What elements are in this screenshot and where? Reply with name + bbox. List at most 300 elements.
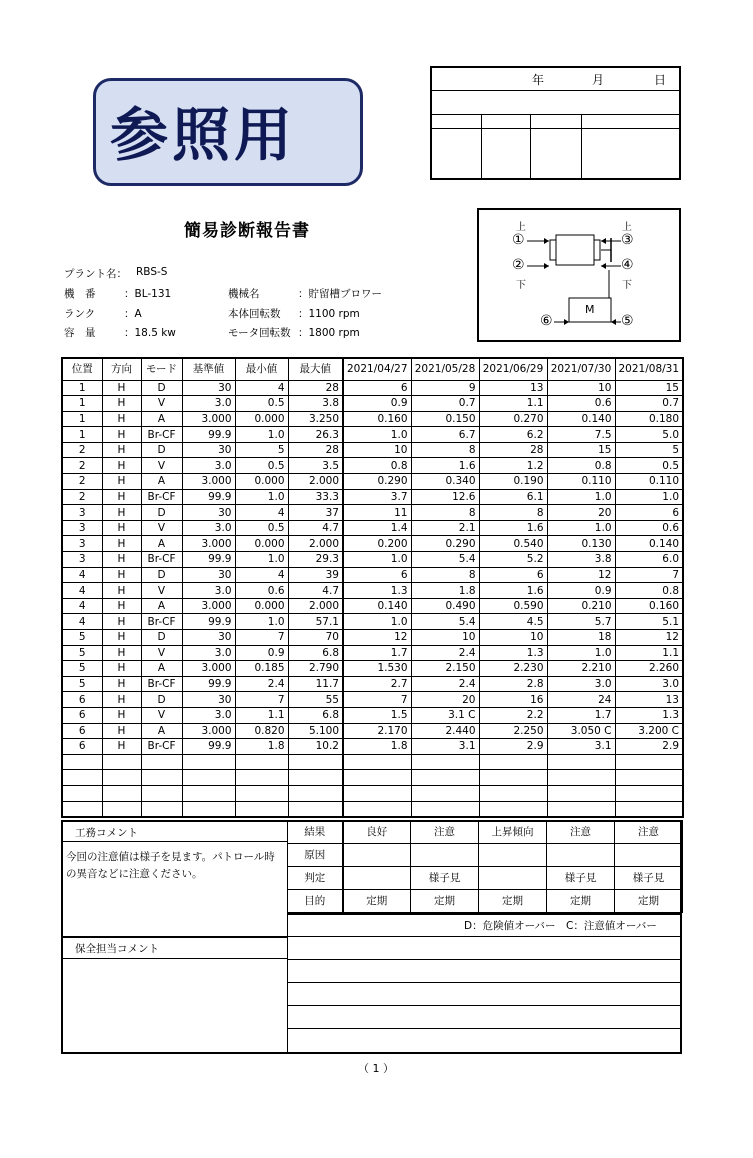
table-cell: 29.3: [288, 552, 343, 568]
header-date-5: 2021/08/31: [615, 358, 683, 380]
table-cell: 2.1: [411, 520, 479, 536]
motor-rpm-value: ：1800 rpm: [298, 327, 360, 339]
table-cell: 10.2: [288, 739, 343, 755]
table-cell: 12: [547, 567, 615, 583]
table-cell: 6.1: [479, 489, 547, 505]
table-cell: 1.7: [547, 707, 615, 723]
table-cell: 24: [547, 692, 615, 708]
table-cell: 0.5: [235, 458, 288, 474]
table-cell: 0.140: [343, 598, 411, 614]
table-cell: 7: [343, 692, 411, 708]
motor-rpm-label: モータ回転数: [228, 327, 291, 339]
table-cell: 2.170: [343, 723, 411, 739]
year-label: 年: [532, 73, 545, 87]
header-date-2: 2021/05/28: [411, 358, 479, 380]
table-cell: 6: [62, 739, 102, 755]
body-rpm-value: ：1100 rpm: [298, 308, 360, 320]
table-cell: 30: [182, 442, 235, 458]
table-cell: 4: [235, 567, 288, 583]
table-row: [62, 645, 683, 661]
empty-row: [62, 785, 683, 801]
table-cell: 3.0: [182, 396, 235, 412]
table-cell: 0.150: [411, 411, 479, 427]
table-cell: D: [141, 442, 182, 458]
table-cell: Br-CF: [141, 739, 182, 755]
header-date-3: 2021/06/29: [479, 358, 547, 380]
result-1: 良好: [343, 821, 411, 844]
table-cell: 9: [411, 380, 479, 396]
table-cell: 1.5: [343, 707, 411, 723]
table-cell: 5.4: [411, 614, 479, 630]
table-cell: 2.260: [615, 661, 683, 677]
table-cell: 1.530: [343, 661, 411, 677]
table-cell: 3: [62, 552, 102, 568]
table-cell: 4.7: [288, 520, 343, 536]
table-cell: 1.3: [479, 645, 547, 661]
table-row: [62, 520, 683, 536]
table-cell: D: [141, 505, 182, 521]
table-cell: 0.130: [547, 536, 615, 552]
table-cell: H: [102, 396, 141, 412]
table-cell: 15: [547, 442, 615, 458]
table-cell: 1.0: [343, 552, 411, 568]
table-cell: H: [102, 442, 141, 458]
table-cell: 3.0: [182, 707, 235, 723]
table-cell: 1: [62, 411, 102, 427]
table-cell: D: [141, 630, 182, 646]
table-cell: 10: [547, 380, 615, 396]
table-cell: 2.2: [479, 707, 547, 723]
table-cell: 10: [343, 442, 411, 458]
table-cell: 0.190: [479, 474, 547, 490]
table-cell: 1.0: [547, 645, 615, 661]
table-cell: 0.6: [235, 583, 288, 599]
cause-row: [288, 844, 683, 867]
table-cell: 0.5: [235, 396, 288, 412]
table-cell: 1.7: [343, 645, 411, 661]
table-row: [62, 739, 683, 755]
purpose-3: 定期: [479, 890, 547, 913]
table-cell: 30: [182, 505, 235, 521]
table-cell: A: [141, 661, 182, 677]
report-title: 簡易診断報告書: [184, 221, 310, 241]
table-cell: 3.000: [182, 598, 235, 614]
table-cell: 6: [343, 567, 411, 583]
maintenance-comment-label: 保全担当コメント: [75, 943, 159, 955]
table-cell: 0.110: [547, 474, 615, 490]
table-cell: A: [141, 723, 182, 739]
table-cell: 2.000: [288, 536, 343, 552]
measurement-diagram: [477, 208, 681, 342]
table-cell: 26.3: [288, 427, 343, 443]
point-6: ⑥: [540, 313, 553, 329]
judge-1: [343, 867, 411, 890]
header-position: 位置: [62, 358, 102, 380]
table-cell: V: [141, 583, 182, 599]
table-cell: 1.6: [411, 458, 479, 474]
table-cell: 1.2: [479, 458, 547, 474]
table-cell: 55: [288, 692, 343, 708]
table-cell: 0.6: [547, 396, 615, 412]
table-cell: 1.0: [343, 614, 411, 630]
judge-3: [479, 867, 547, 890]
table-cell: 3.1: [411, 739, 479, 755]
table-cell: 1.3: [343, 583, 411, 599]
judge-label: 判定: [288, 867, 343, 890]
table-row: [62, 552, 683, 568]
table-cell: 8: [411, 505, 479, 521]
header-min: 最小値: [235, 358, 288, 380]
empty-row: [62, 770, 683, 786]
table-cell: H: [102, 707, 141, 723]
point-2: ②: [512, 257, 525, 273]
table-cell: 7: [235, 692, 288, 708]
table-cell: H: [102, 567, 141, 583]
table-cell: 1.1: [235, 707, 288, 723]
table-cell: H: [102, 489, 141, 505]
date-row: [432, 68, 679, 91]
table-cell: 4.5: [479, 614, 547, 630]
table-cell: 0.140: [547, 411, 615, 427]
table-cell: 0.5: [615, 458, 683, 474]
table-cell: 37: [288, 505, 343, 521]
table-cell: 1.8: [343, 739, 411, 755]
table-cell: 30: [182, 567, 235, 583]
table-cell: 0.540: [479, 536, 547, 552]
table-cell: 30: [182, 630, 235, 646]
table-cell: 2.150: [411, 661, 479, 677]
table-cell: 0.5: [235, 520, 288, 536]
table-cell: 2.7: [343, 676, 411, 692]
table-cell: 6: [62, 707, 102, 723]
table-row: [62, 536, 683, 552]
table-cell: 3.250: [288, 411, 343, 427]
table-cell: 0.8: [343, 458, 411, 474]
purpose-row: [288, 890, 683, 913]
table-cell: 2.000: [288, 598, 343, 614]
table-cell: 28: [288, 442, 343, 458]
factory-comment-line-2: の異音などに注意ください。: [66, 868, 203, 880]
table-cell: 3.7: [343, 489, 411, 505]
table-cell: V: [141, 645, 182, 661]
table-cell: 5.4: [411, 552, 479, 568]
machine-no-label: 機 番: [64, 288, 96, 300]
table-cell: 0.7: [411, 396, 479, 412]
table-cell: 2.000: [288, 474, 343, 490]
capacity-value: ：18.5 kw: [124, 327, 176, 339]
table-cell: 16: [479, 692, 547, 708]
page-number: （ 1 ）: [358, 1062, 394, 1075]
table-cell: Br-CF: [141, 676, 182, 692]
empty-row: [62, 801, 683, 817]
result-row: [288, 821, 683, 844]
table-cell: D: [141, 380, 182, 396]
table-cell: H: [102, 739, 141, 755]
table-cell: 6.8: [288, 645, 343, 661]
table-cell: 2.230: [479, 661, 547, 677]
machine-no-value: ：BL-131: [124, 288, 172, 300]
table-cell: 3.000: [182, 723, 235, 739]
table-cell: 1: [62, 396, 102, 412]
table-cell: 70: [288, 630, 343, 646]
table-row: [62, 489, 683, 505]
machine-diagram-svg: [479, 210, 679, 340]
table-cell: 28: [479, 442, 547, 458]
table-cell: V: [141, 520, 182, 536]
header-mode: モード: [141, 358, 182, 380]
table-cell: 2: [62, 442, 102, 458]
purpose-2: 定期: [411, 890, 479, 913]
table-cell: 1.0: [547, 489, 615, 505]
table-cell: 1.8: [235, 739, 288, 755]
table-cell: 5: [62, 661, 102, 677]
table-cell: 5.1: [615, 614, 683, 630]
table-cell: 10: [479, 630, 547, 646]
table-row: [62, 723, 683, 739]
table-cell: 0.7: [615, 396, 683, 412]
rank-value: ：A: [124, 308, 142, 320]
table-cell: 6: [62, 692, 102, 708]
table-cell: 5.100: [288, 723, 343, 739]
table-cell: 4: [235, 505, 288, 521]
table-cell: 4: [235, 380, 288, 396]
table-row: [62, 630, 683, 646]
table-cell: Br-CF: [141, 489, 182, 505]
table-cell: 99.9: [182, 739, 235, 755]
header-max: 最大値: [288, 358, 343, 380]
table-cell: 4.7: [288, 583, 343, 599]
machine-name-value: ：貯留槽ブロワー: [298, 288, 382, 300]
table-cell: 5: [235, 442, 288, 458]
table-cell: 1.1: [615, 645, 683, 661]
table-cell: H: [102, 598, 141, 614]
table-cell: H: [102, 614, 141, 630]
table-row: [62, 505, 683, 521]
table-cell: 0.110: [615, 474, 683, 490]
table-row: [62, 411, 683, 427]
table-cell: H: [102, 536, 141, 552]
judge-row: [288, 867, 683, 890]
rank-label: ランク: [64, 308, 96, 320]
table-cell: 0.000: [235, 474, 288, 490]
table-cell: V: [141, 396, 182, 412]
table-row: [62, 614, 683, 630]
table-cell: H: [102, 723, 141, 739]
table-cell: A: [141, 536, 182, 552]
table-cell: 6: [615, 505, 683, 521]
table-cell: 2: [62, 458, 102, 474]
point-5: ⑤: [621, 313, 634, 329]
result-label: 結果: [288, 821, 343, 844]
factory-comment-line-1: 今回の注意値は様子を見ます。パトロール時: [66, 851, 275, 863]
table-cell: 0.210: [547, 598, 615, 614]
table-cell: 1.0: [235, 489, 288, 505]
table-cell: Br-CF: [141, 552, 182, 568]
table-cell: 33.3: [288, 489, 343, 505]
table-cell: 6: [479, 567, 547, 583]
table-cell: H: [102, 661, 141, 677]
table-cell: A: [141, 474, 182, 490]
table-row: [62, 442, 683, 458]
table-cell: 8: [411, 442, 479, 458]
table-cell: 1.0: [615, 489, 683, 505]
purpose-label: 目的: [288, 890, 343, 913]
table-row: [62, 676, 683, 692]
table-cell: 28: [288, 380, 343, 396]
table-cell: 0.9: [343, 396, 411, 412]
table-cell: 2.9: [615, 739, 683, 755]
table-cell: 1: [62, 380, 102, 396]
stamp-text: 参照用: [110, 101, 297, 169]
table-cell: 3.000: [182, 474, 235, 490]
table-cell: 0.160: [343, 411, 411, 427]
body-rpm-label: 本体回転数: [228, 308, 281, 320]
table-cell: 5.0: [615, 427, 683, 443]
table-row: [62, 474, 683, 490]
table-cell: 0.140: [615, 536, 683, 552]
table-cell: 0.8: [615, 583, 683, 599]
table-cell: 5.7: [547, 614, 615, 630]
table-cell: 0.9: [235, 645, 288, 661]
table-cell: 2.4: [235, 676, 288, 692]
table-cell: H: [102, 552, 141, 568]
cause-label: 原因: [288, 844, 343, 867]
table-cell: 6: [62, 723, 102, 739]
date-approval-box: [430, 66, 681, 180]
table-cell: 1.6: [479, 583, 547, 599]
label-top-right: 上: [622, 222, 632, 233]
table-cell: 10: [411, 630, 479, 646]
table-cell: 1.6: [479, 520, 547, 536]
table-row: [62, 396, 683, 412]
header-row: [62, 358, 683, 380]
header-direction: 方向: [102, 358, 141, 380]
table-cell: 7: [615, 567, 683, 583]
table-cell: 0.000: [235, 536, 288, 552]
table-cell: 39: [288, 567, 343, 583]
table-cell: 3: [62, 505, 102, 521]
day-label: 日: [654, 73, 667, 87]
table-cell: 5: [62, 630, 102, 646]
table-cell: 8: [479, 505, 547, 521]
table-cell: H: [102, 474, 141, 490]
table-cell: 2.790: [288, 661, 343, 677]
table-cell: 12.6: [411, 489, 479, 505]
judge-4: 様子見: [547, 867, 615, 890]
plant-label: プラント名：: [64, 268, 127, 280]
table-cell: 2: [62, 474, 102, 490]
purpose-5: 定期: [615, 890, 683, 913]
table-cell: 0.000: [235, 598, 288, 614]
table-cell: 30: [182, 692, 235, 708]
label-bottom-right: 下: [622, 280, 632, 291]
table-cell: 0.490: [411, 598, 479, 614]
table-cell: 3.1 C: [411, 707, 479, 723]
table-cell: 1.0: [235, 552, 288, 568]
table-cell: 12: [343, 630, 411, 646]
table-cell: 3.000: [182, 411, 235, 427]
table-cell: Br-CF: [141, 614, 182, 630]
table-cell: A: [141, 411, 182, 427]
table-cell: H: [102, 520, 141, 536]
table-cell: 0.200: [343, 536, 411, 552]
table-cell: 18: [547, 630, 615, 646]
table-cell: D: [141, 692, 182, 708]
table-cell: 99.9: [182, 427, 235, 443]
table-row: [62, 567, 683, 583]
table-cell: 3: [62, 536, 102, 552]
table-cell: 1.0: [343, 427, 411, 443]
table-cell: 5.2: [479, 552, 547, 568]
capacity-label: 容 量: [64, 327, 96, 339]
table-cell: 20: [411, 692, 479, 708]
table-cell: 6.0: [615, 552, 683, 568]
table-cell: 1.4: [343, 520, 411, 536]
table-cell: 0.8: [547, 458, 615, 474]
table-cell: H: [102, 427, 141, 443]
table-cell: 0.6: [615, 520, 683, 536]
table-cell: H: [102, 676, 141, 692]
table-cell: 4: [62, 614, 102, 630]
table-cell: V: [141, 707, 182, 723]
table-cell: 3.050 C: [547, 723, 615, 739]
table-row: [62, 380, 683, 396]
table-cell: 2.9: [479, 739, 547, 755]
table-cell: V: [141, 458, 182, 474]
table-cell: 0.000: [235, 411, 288, 427]
table-cell: 0.590: [479, 598, 547, 614]
table-cell: 0.340: [411, 474, 479, 490]
judge-2: 様子見: [411, 867, 479, 890]
table-cell: 99.9: [182, 489, 235, 505]
judge-5: 様子見: [615, 867, 683, 890]
table-cell: 2.4: [411, 645, 479, 661]
table-cell: 7: [235, 630, 288, 646]
table-cell: 2.8: [479, 676, 547, 692]
table-cell: H: [102, 380, 141, 396]
empty-row: [62, 754, 683, 770]
table-cell: 2.210: [547, 661, 615, 677]
table-cell: 11: [343, 505, 411, 521]
table-row: [62, 427, 683, 443]
table-cell: H: [102, 505, 141, 521]
table-cell: 15: [615, 380, 683, 396]
table-cell: 3.0: [182, 458, 235, 474]
table-cell: 0.290: [411, 536, 479, 552]
table-cell: 0.820: [235, 723, 288, 739]
table-cell: 3.0: [615, 676, 683, 692]
result-3: 上昇傾向: [479, 821, 547, 844]
table-row: [62, 583, 683, 599]
plant-value: RBS-S: [136, 266, 168, 278]
table-cell: A: [141, 598, 182, 614]
table-cell: 0.180: [615, 411, 683, 427]
table-cell: 99.9: [182, 552, 235, 568]
table-cell: 2.4: [411, 676, 479, 692]
table-cell: 4: [62, 583, 102, 599]
table-row: [62, 707, 683, 723]
point-1: ①: [512, 232, 525, 248]
table-cell: 1.3: [615, 707, 683, 723]
table-cell: 2.440: [411, 723, 479, 739]
table-cell: 0.160: [615, 598, 683, 614]
table-cell: 3.000: [182, 661, 235, 677]
table-cell: 0.270: [479, 411, 547, 427]
purpose-1: 定期: [343, 890, 411, 913]
table-cell: 1.0: [235, 427, 288, 443]
table-cell: H: [102, 645, 141, 661]
table-cell: 8: [411, 567, 479, 583]
